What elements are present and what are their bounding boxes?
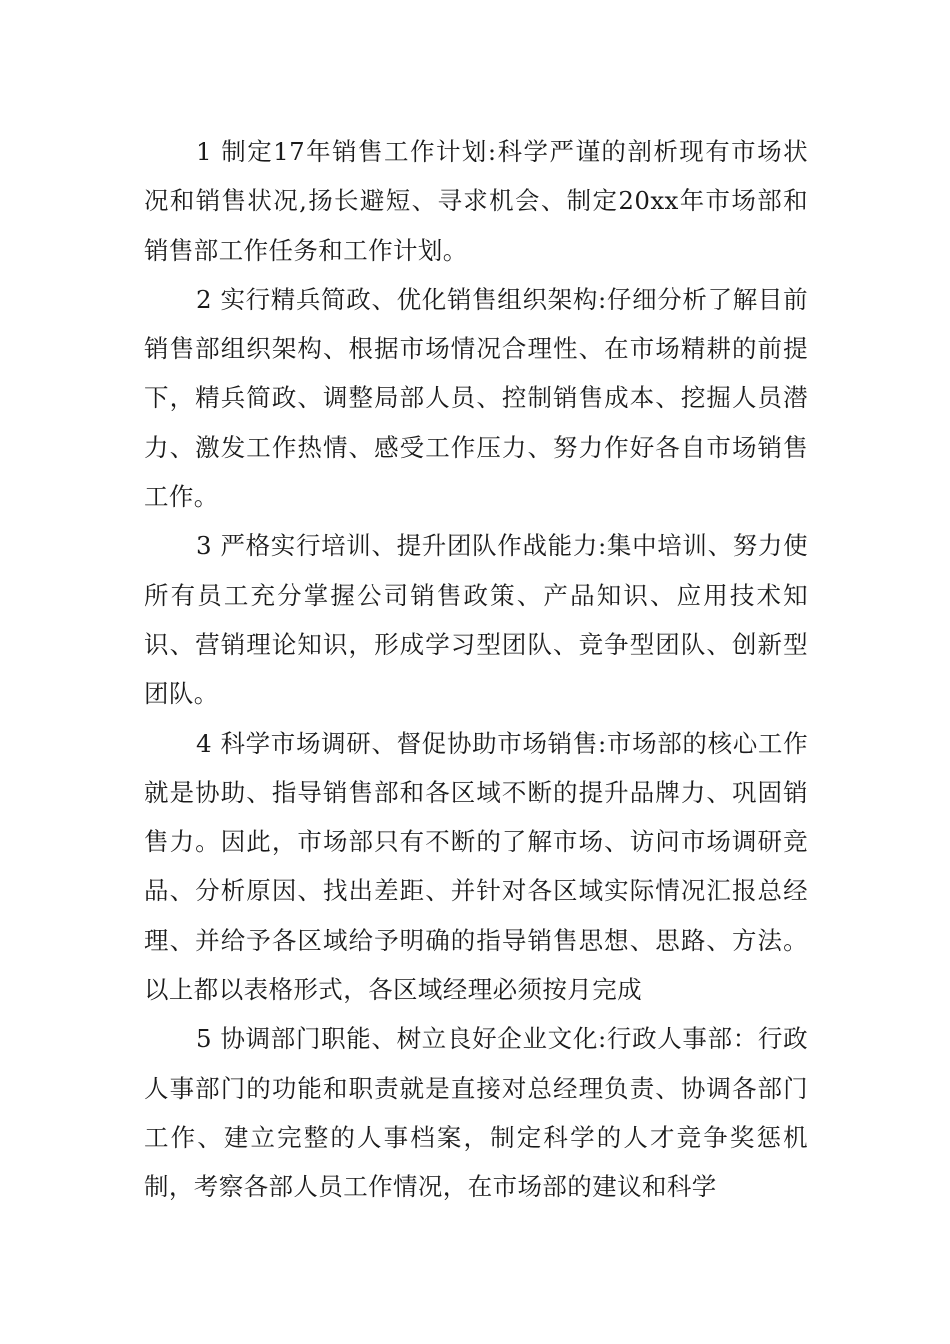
paragraph-5: 5 协调部门职能、树立良好企业文化:行政人事部：行政人事部门的功能和职责就是直接对总经理负责、协调各部门工作、建立完整的人事档案，制定科学的人才竞争奖惩机制，考察各部人员工作情况，在市场部的建议和科学 [144,1024,808,1202]
paragraph-3: 3 严格实行培训、提升团队作战能力:集中培训、努力使所有员工充分掌握公司销售政策、产品知识、应用技术知识、营销理论知识，形成学习型团队、竞争型团队、创新型团队。 [144,531,808,709]
paragraph-2: 2 实行精兵简政、优化销售组织架构:仔细分析了解目前销售部组织架构、根据市场情况合理性、在市场精耕的前提下，精兵简政、调整局部人员、控制销售成本、挖掘人员潜力、激发工作热情、感受工作压力、努力作好各自市场销售工作。 [144,284,808,512]
paragraph-1: 1 制定17年销售工作计划:科学严谨的剖析现有市场状况和销售状况,扬长避短、寻求机会、制定20xx年市场部和销售部工作任务和工作计划。 [144,137,808,265]
paragraph-4: 4 科学市场调研、督促协助市场销售:市场部的核心工作就是协助、指导销售部和各区域不断的提升品牌力、巩固销售力。因此，市场部只有不断的了解市场、访问市场调研竞品、分析原因、找出差距、并针对各区域实际情况汇报总经理、并给予各区域给予明确的指导销售思想、思路、方法。以上都以表格形式，各区域经理必须按月完成 [144,728,808,1005]
document-body [144,127,808,1212]
